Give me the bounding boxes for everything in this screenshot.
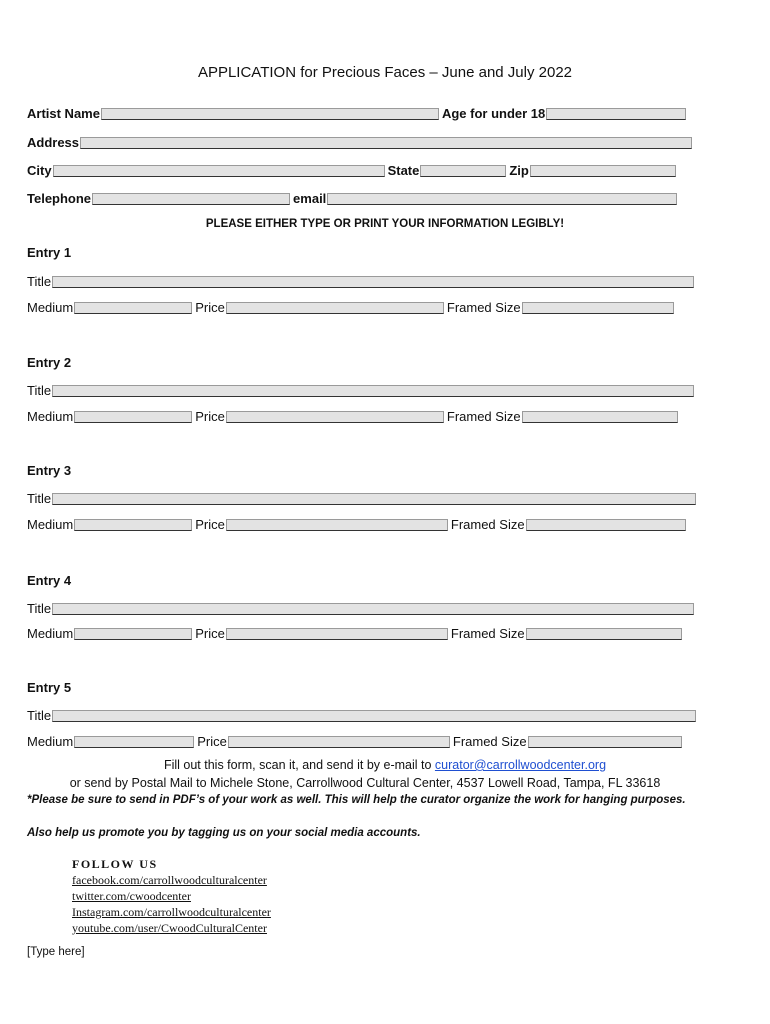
pdf-note: *Please be sure to send in PDF’s of your work as well. This will help the curator organize the work for hanging purposes. xyxy=(27,794,686,806)
entry-5-framed-size-field[interactable] xyxy=(528,736,682,748)
entry-4-medium-label: Medium xyxy=(27,626,74,641)
submission-instructions xyxy=(0,758,770,772)
entry-4-title-row xyxy=(27,597,697,617)
entry-3-price-label: Price xyxy=(195,517,225,532)
city-state-zip-row xyxy=(27,159,679,179)
entry-2-medium-field[interactable] xyxy=(74,411,192,423)
social-promo-note: Also help us promote you by tagging us on your social media accounts. xyxy=(27,827,421,839)
entry-2-framed-size-label: Framed Size xyxy=(446,409,521,424)
entry-4-detail-row xyxy=(27,622,685,642)
follow-us-heading: FOLLOW US xyxy=(72,857,158,871)
entry-2-detail-row xyxy=(27,405,681,425)
artist-name-row xyxy=(27,102,689,122)
state-field[interactable] xyxy=(420,165,506,177)
entry-3-title-field[interactable] xyxy=(52,493,696,505)
entry-4-title-label: Title xyxy=(27,601,52,616)
telephone-email-row xyxy=(27,187,680,207)
entry-3-title-label: Title xyxy=(27,491,52,506)
telephone-field[interactable] xyxy=(92,193,290,205)
entry-3-framed-size-label: Framed Size xyxy=(450,517,525,532)
legibility-notice: PLEASE EITHER TYPE OR PRINT YOUR INFORMATION LEGIBLY! xyxy=(205,218,565,230)
entry-2-framed-size-field[interactable] xyxy=(522,411,678,423)
entry-1-title-field[interactable] xyxy=(52,276,694,288)
entry-4-price-field[interactable] xyxy=(226,628,448,640)
city-field[interactable] xyxy=(53,165,385,177)
entry-4-medium-field[interactable] xyxy=(74,628,192,640)
entry-1-heading: Entry 1 xyxy=(27,245,72,260)
entry-5-medium-field[interactable] xyxy=(74,736,194,748)
twitter-link[interactable]: twitter.com/cwoodcenter xyxy=(72,889,191,903)
entry-2-price-field[interactable] xyxy=(226,411,444,423)
entry-4-framed-size-label: Framed Size xyxy=(450,626,525,641)
entry-2-heading: Entry 2 xyxy=(27,355,72,370)
entry-5-title-field[interactable] xyxy=(52,710,696,722)
entry-3-price-field[interactable] xyxy=(226,519,448,531)
entry-5-title-label: Title xyxy=(27,708,52,723)
email-field[interactable] xyxy=(327,193,677,205)
entry-3-framed-size-field[interactable] xyxy=(526,519,686,531)
entry-1-detail-row xyxy=(27,296,677,316)
city-label: City xyxy=(27,163,52,178)
curator-email-link[interactable]: curator@carrollwoodcenter.org xyxy=(434,758,607,772)
social-links-block xyxy=(72,856,271,936)
entry-2-medium-label: Medium xyxy=(27,409,74,424)
form-title: APPLICATION for Precious Faces – June and July 2022 xyxy=(197,64,573,81)
address-row xyxy=(27,131,695,151)
facebook-link[interactable]: facebook.com/carrollwoodculturalcenter xyxy=(72,873,267,887)
entry-4-title-field[interactable] xyxy=(52,603,694,615)
entry-5-title-row xyxy=(27,704,699,724)
artist-name-field[interactable] xyxy=(101,108,439,120)
zip-label: Zip xyxy=(509,163,529,178)
entry-3-heading: Entry 3 xyxy=(27,463,72,478)
entry-1-medium-field[interactable] xyxy=(74,302,192,314)
entry-2-title-label: Title xyxy=(27,383,52,398)
instagram-link[interactable]: Instagram.com/carrollwoodculturalcenter xyxy=(72,905,271,919)
entry-1-price-field[interactable] xyxy=(226,302,444,314)
entry-5-framed-size-label: Framed Size xyxy=(452,734,527,749)
entry-3-medium-field[interactable] xyxy=(74,519,192,531)
entry-4-heading: Entry 4 xyxy=(27,573,72,588)
address-label: Address xyxy=(27,135,80,150)
entry-2-price-label: Price xyxy=(195,409,225,424)
age-label: Age for under 18 xyxy=(441,106,546,121)
telephone-label: Telephone xyxy=(27,191,92,206)
entry-1-title-label: Title xyxy=(27,274,52,289)
entry-5-heading: Entry 5 xyxy=(27,680,72,695)
email-instruction-text: Fill out this form, scan it, and send it by e-mail to xyxy=(163,758,435,772)
youtube-link[interactable]: youtube.com/user/CwoodCulturalCenter xyxy=(72,921,267,935)
entry-2-title-field[interactable] xyxy=(52,385,694,397)
artist-name-label: Artist Name xyxy=(27,106,100,121)
entry-5-price-field[interactable] xyxy=(228,736,450,748)
address-field[interactable] xyxy=(80,137,692,149)
entry-1-title-row xyxy=(27,270,697,290)
entry-2-title-row xyxy=(27,379,697,399)
entry-3-title-row xyxy=(27,487,699,507)
age-field[interactable] xyxy=(546,108,686,120)
entry-3-detail-row xyxy=(27,513,689,533)
entry-5-price-label: Price xyxy=(197,734,227,749)
entry-1-framed-size-label: Framed Size xyxy=(446,300,521,315)
entry-4-price-label: Price xyxy=(195,626,225,641)
entry-5-detail-row xyxy=(27,730,685,750)
zip-field[interactable] xyxy=(530,165,676,177)
entry-1-medium-label: Medium xyxy=(27,300,74,315)
entry-4-framed-size-field[interactable] xyxy=(526,628,682,640)
entry-1-price-label: Price xyxy=(195,300,225,315)
state-label: State xyxy=(387,163,420,178)
entry-1-framed-size-field[interactable] xyxy=(522,302,674,314)
type-here-placeholder: [Type here] xyxy=(27,946,85,958)
entry-5-medium-label: Medium xyxy=(27,734,74,749)
entry-3-medium-label: Medium xyxy=(27,517,74,532)
postal-mail-instruction: or send by Postal Mail to Michele Stone, Carrollwood Cultural Center, 4537 Lowell Road, Tampa, FL 33618 xyxy=(69,776,661,790)
email-label: email xyxy=(293,191,327,206)
